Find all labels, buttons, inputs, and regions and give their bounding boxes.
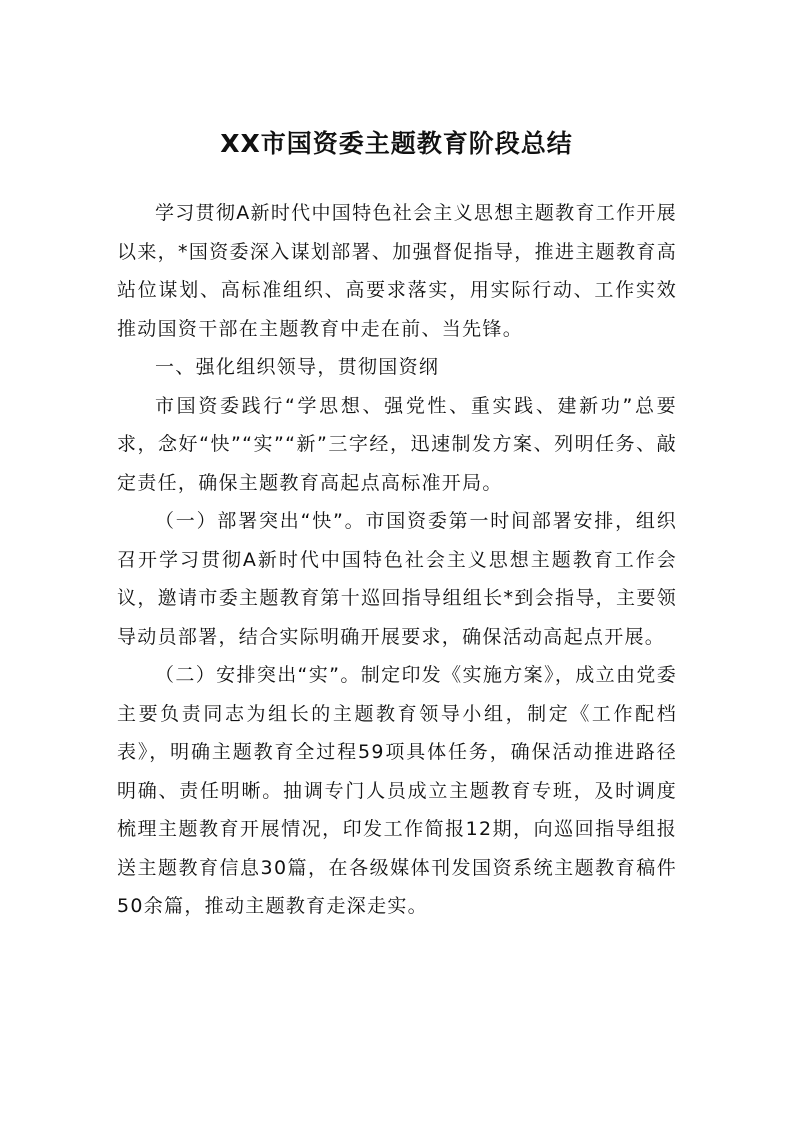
intro-paragraph: 学习贯彻A新时代中国特色社会主义思想主题教育工作开展以来，*国资委深入谋划部署、加强督促指导，推进主题教育高站位谋划、高标准组织、高要求落实，用实际行动、工作实效推动国资干部在主题教育中走在前、当先锋。 (117, 202, 677, 340)
section-heading-1: 一、强化组织领导，贯彻国资纲 (155, 356, 440, 378)
section-1-summary-paragraph: 市国资委践行“学思想、强党性、重实践、建新功”总要求，念好“快”“实”“新”三字经，迅速制发方案、列明任务、敲定责任，确保主题教育高起点高标准开局。 (117, 394, 677, 494)
subsection-2-paragraph: （二）安排突出“实”。制定印发《实施方案》，成立由党委主要负责同志为组长的主题教育领导小组，制定《工作配档表》，明确主题教育全过程59项具体任务，确保活动推进路径明确、责任明晰。抽调专门人员成立主题教育专班，及时调度梳理主题教育开展情况，印发工作简报12期，向巡回指导组报送主题教育信息30篇，在各级媒体刊发国资系统主题教育稿件50余篇，推动主题教育走深走实。 (117, 664, 677, 917)
subsection-1-paragraph: （一）部署突出“快”。市国资委第一时间部署安排，组织召开学习贯彻A新时代中国特色社会主义思想主题教育工作会议，邀请市委主题教育第十巡回指导组组长*到会指导，主要领导动员部署，结合实际明确开展要求，确保活动高起点开展。 (117, 510, 677, 648)
document-body (117, 194, 677, 926)
document-title: XX市国资委主题教育阶段总结 (220, 129, 573, 158)
